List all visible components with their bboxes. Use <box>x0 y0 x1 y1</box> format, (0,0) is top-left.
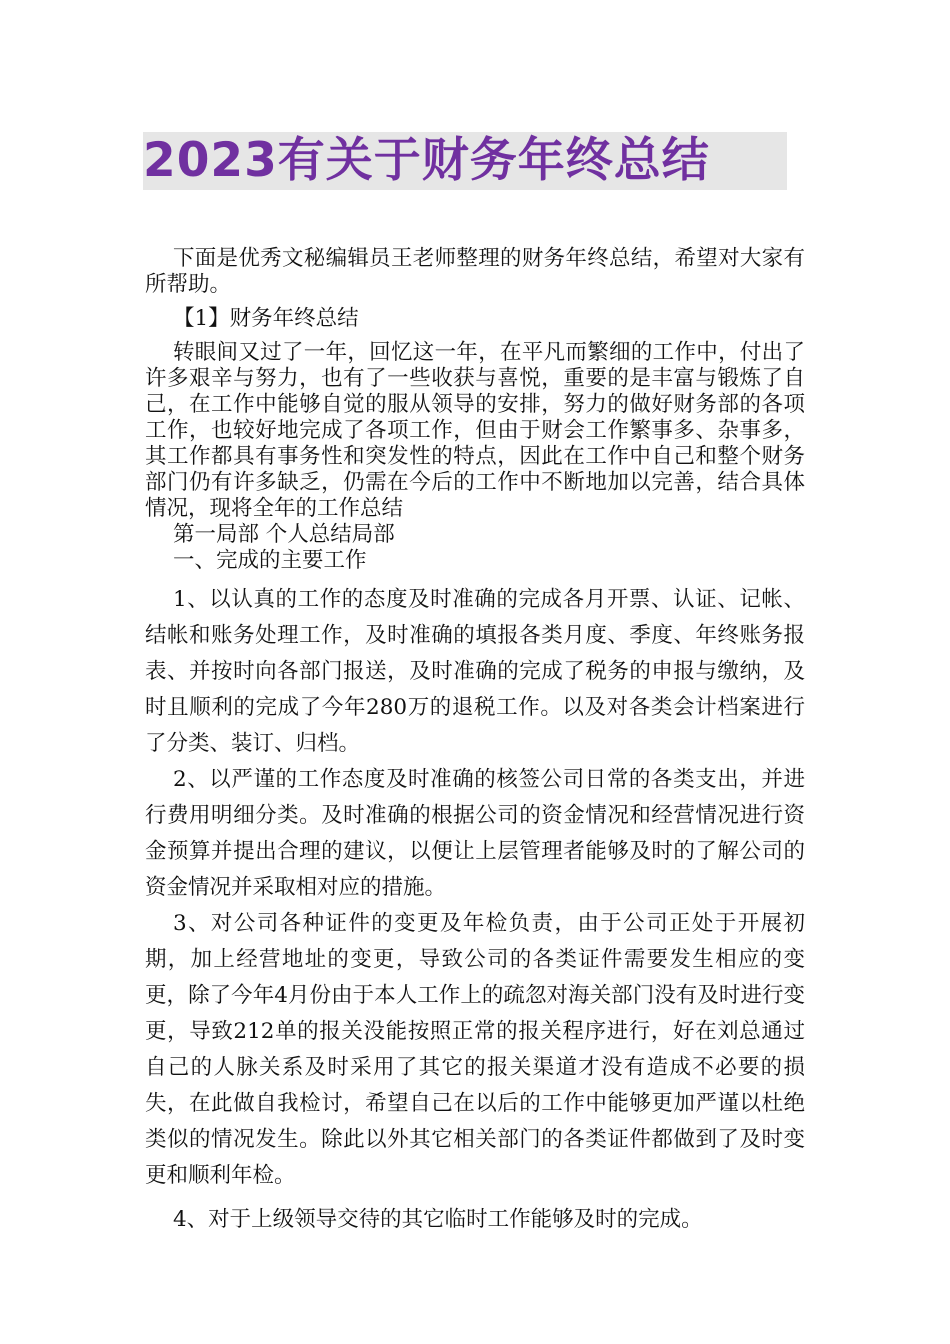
summary-paragraph: 转眼间又过了一年，回忆这一年，在平凡而繁细的工作中，付出了许多艰辛与努力，也有了一些收获与喜悦，重要的是丰富与锻炼了自己，在工作中能够自觉的服从领导的安排，努力的做好财务部的各项工作，也较好地完成了各项工作，但由于财会工作繁事多、杂事多，其工作都具有事务性和突发性的特点，因此在工作中自己和整个财务部门仍有许多缺乏，仍需在今后的工作中不断地加以完善，结合具体情况，现将全年的工作总结 <box>145 340 805 521</box>
document-body <box>145 246 805 1238</box>
work-item-1: 1、以认真的工作的态度及时准确的完成各月开票、认证、记帐、结帐和账务处理工作，及时准确的填报各类月度、季度、年终账务报表、并按时向各部门报送，及时准确的完成了税务的申报与缴纳，及时且顺利的完成了今年280万的退税工作。以及对各类会计档案进行了分类、装订、归档。 <box>145 587 805 756</box>
intro-paragraph: 下面是优秀文秘编辑员王老师整理的财务年终总结，希望对大家有所帮助。 <box>145 246 805 297</box>
page-title: 2023有关于财务年终总结 <box>143 133 710 188</box>
title-highlight <box>143 132 787 190</box>
work-item-2: 2、以严谨的工作态度及时准确的核签公司日常的各类支出，并进行费用明细分类。及时准确的根据公司的资金情况和经营情况进行资金预算并提出合理的建议，以便让上层管理者能够及时的了解公司的资金情况并采取相对应的措施。 <box>145 767 805 900</box>
work-item-4: 4、对于上级领导交待的其它临时工作能够及时的完成。 <box>172 1207 703 1232</box>
section-heading: 【1】财务年终总结 <box>172 306 359 331</box>
work-item-3: 3、对公司各种证件的变更及年检负责，由于公司正处于开展初期，加上经营地址的变更，导致公司的各类证件需要发生相应的变更，除了今年4月份由于本人工作上的疏忽对海关部门没有及时进行变更，导致212单的报关没能按照正常的报关程序进行，好在刘总通过自己的人脉关系及时采用了其它的报关渠道才没有造成不必要的损失，在此做自我检讨，希望自己在以后的工作中能够更加严谨以杜绝类似的情况发生。除此以外其它相关部门的各类证件都做到了及时变更和顺利年检。 <box>145 911 805 1188</box>
part-heading: 第一局部 个人总结局部 <box>172 522 395 547</box>
subsection-heading: 一、完成的主要工作 <box>172 548 367 573</box>
